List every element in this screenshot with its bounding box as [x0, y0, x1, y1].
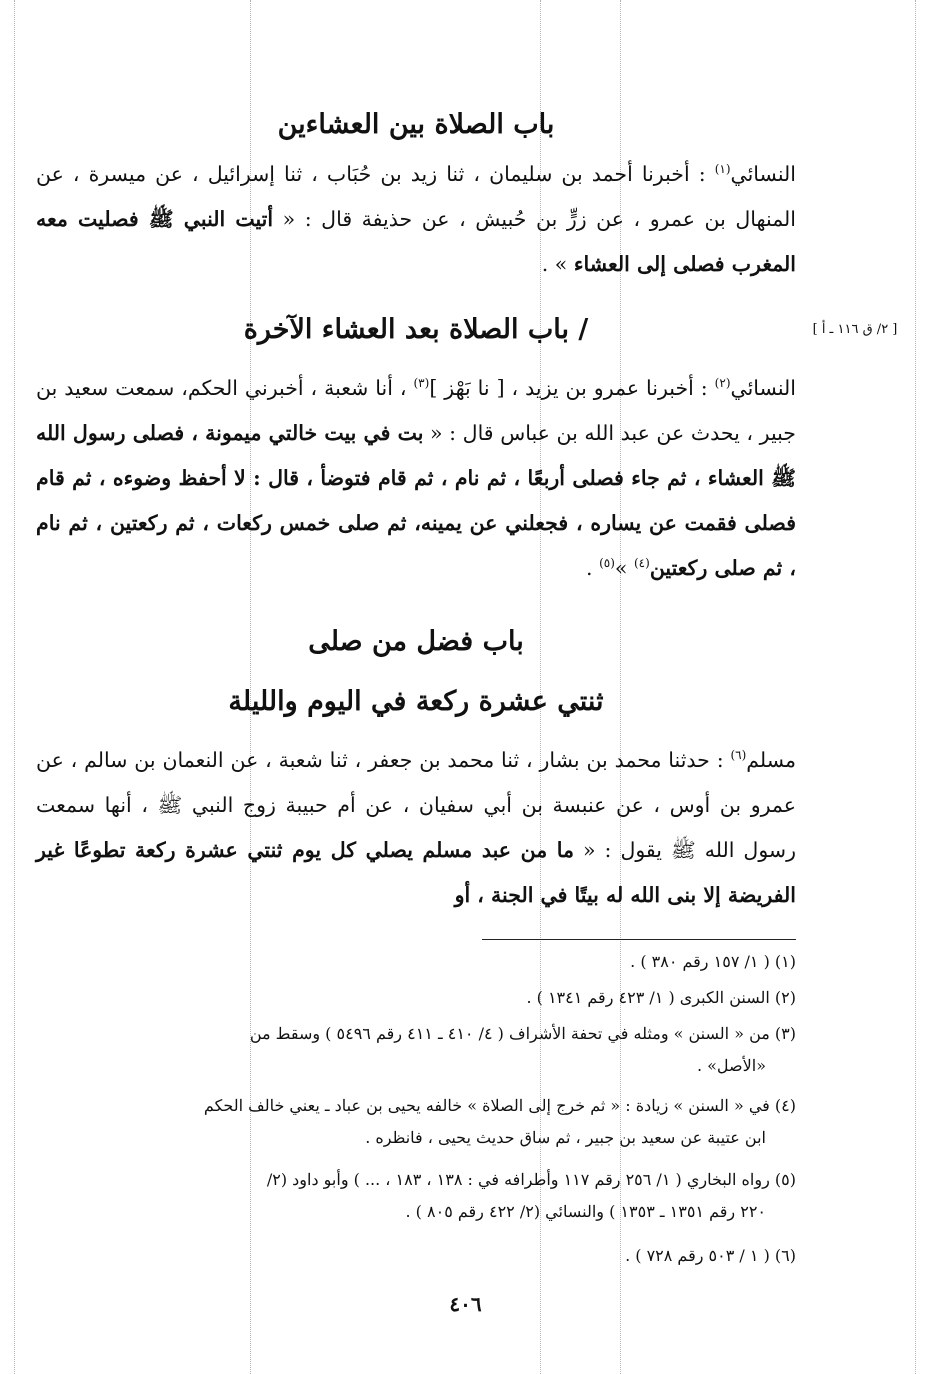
footnote-text: في « السنن » زيادة : « ثم خرج إلى الصلاة » خالفه يحيى بن عباد ـ يعني خالف الحكم: [203, 1096, 770, 1115]
footnote-ref: (٢): [714, 376, 731, 391]
hadith-text: ما من عبد مسلم يصلي كل يوم ثنتي عشرة ركعة تطوعًا غير الفريضة إلا بنى الله له بيتًا في الجنة ، أو: [36, 838, 796, 907]
hadith-paragraph: [36, 366, 796, 591]
footnote: [36, 1240, 796, 1272]
footnote-text: ( ١/ ١٥٧ رقم ٣٨٠ ) .: [630, 952, 770, 971]
footnote-text: من « السنن » ومثله في تحفة الأشراف ( ٤/ ٤١٠ ـ ٤١١ رقم ٥٤٩٦ ) وسقط من: [249, 1024, 770, 1043]
page-number: ٤٠٦: [449, 1292, 482, 1316]
footnote-number: (١): [774, 952, 796, 971]
footnote-ref: (٤): [633, 556, 650, 571]
isnad-text: : أخبرنا أحمد بن سليمان ، ثنا زيد بن حُبَاب ، ثنا إسرائيل ، عن ميسرة ، عن المنهال بن عمرو ، عن زرٍّ بن حُبيش ، عن حذيفة قال : «: [36, 162, 796, 231]
footnote-number: (٣): [774, 1024, 796, 1043]
footnote-number: (٥): [774, 1170, 796, 1189]
footnote-ref: (٣): [413, 376, 430, 391]
footnote: [36, 982, 796, 1014]
hadith-paragraph: [36, 152, 796, 287]
scan-guide-line: [14, 0, 15, 1374]
isnad-text: : أخبرنا عمرو بن يزيد ، [ نا بَهْز ]: [429, 376, 708, 400]
quote-close: » .: [541, 252, 574, 276]
footnote-ref: (٥): [599, 556, 615, 571]
footnote-number: (٦): [774, 1246, 796, 1265]
hadith-paragraph: [36, 738, 796, 918]
footnote: [36, 1018, 796, 1082]
hadith-text: أتيت النبي ﷺ فصليت معه المغرب فصلى إلى العشاء: [36, 207, 796, 276]
chapter-heading-line2: ثنتي عشرة ركعة في اليوم والليلة: [228, 686, 604, 717]
quote-close: »: [614, 556, 634, 580]
footnote: [36, 1164, 796, 1228]
scan-guide-line: [915, 0, 916, 1374]
footnote-text: السنن الكبرى ( ١/ ٤٢٣ رقم ١٣٤١ ) .: [526, 988, 770, 1007]
chapter-heading: باب فضل من صلى: [308, 626, 524, 657]
footnote-text: ٢٢٠ رقم ١٣٥١ ـ ١٣٥٣ ) والنسائي (٢/ ٤٢٢ رقم ٨٠٥ ) .: [405, 1202, 766, 1221]
isnad-text: : حدثنا محمد بن بشار ، ثنا محمد بن جعفر ، ثنا شعبة ، عن النعمان بن سالم ، عن عمرو بن أوس ، عن عنبسة بن أبي سفيان ، عن أم حبيبة زوج النبي ﷺ ، أنها سمعت رسول الله ﷺ يقول : «: [36, 748, 796, 862]
source-name: النسائي: [730, 162, 796, 186]
source-name: مسلم: [746, 748, 796, 772]
chapter-heading: / باب الصلاة بعد العشاء الآخرة: [243, 314, 589, 345]
footnote-ref: (٦): [730, 748, 747, 763]
footnote: [36, 946, 796, 978]
chapter-heading: باب الصلاة بين العشاءين: [277, 109, 555, 140]
footnote-text: رواه البخاري ( ١/ ٢٥٦ رقم ١١٧ وأطرافه في : ١٣٨ ، ١٨٣ ، ... ) وأبو داود (٢/: [266, 1170, 770, 1189]
footnote-ref: (١): [714, 162, 731, 177]
footnote-text: ابن عتيبة عن سعيد بن جبير ، ثم ساق حديث يحيى ، فانظره .: [365, 1128, 766, 1147]
manuscript-folio-note: [ ٢/ ق ١١٦ ـ أ ]: [812, 322, 898, 337]
hadith-text: بت في بيت خالتي ميمونة ، فصلى رسول الله ﷺ العشاء ، ثم جاء فصلى أربعًا ، ثم نام ، ثم قام فتوضأ ، قال : لا أحفظ وضوءه ، ثم قام فصلى فقمت عن يساره ، فجعلني عن يمينه، ثم صلى خمس ركعات ، ثم ركعتين ، ثم نام ، ثم صلى ركعتين: [36, 421, 796, 580]
period: .: [586, 556, 600, 580]
footnote-separator: [482, 939, 796, 940]
footnote-text: ( ١ / ٥٠٣ رقم ٧٢٨ ) .: [625, 1246, 770, 1265]
source-name: النسائي: [730, 376, 796, 400]
isnad-text: ، أنا شعبة ، أخبرني الحكم، سمعت سعيد بن جبير ، يحدث عن عبد الله بن عباس قال : «: [36, 376, 796, 445]
footnote-number: (٢): [774, 988, 796, 1007]
footnote: [36, 1090, 796, 1154]
footnote-number: (٤): [774, 1096, 796, 1115]
footnote-text: «الأصل» .: [696, 1056, 766, 1075]
